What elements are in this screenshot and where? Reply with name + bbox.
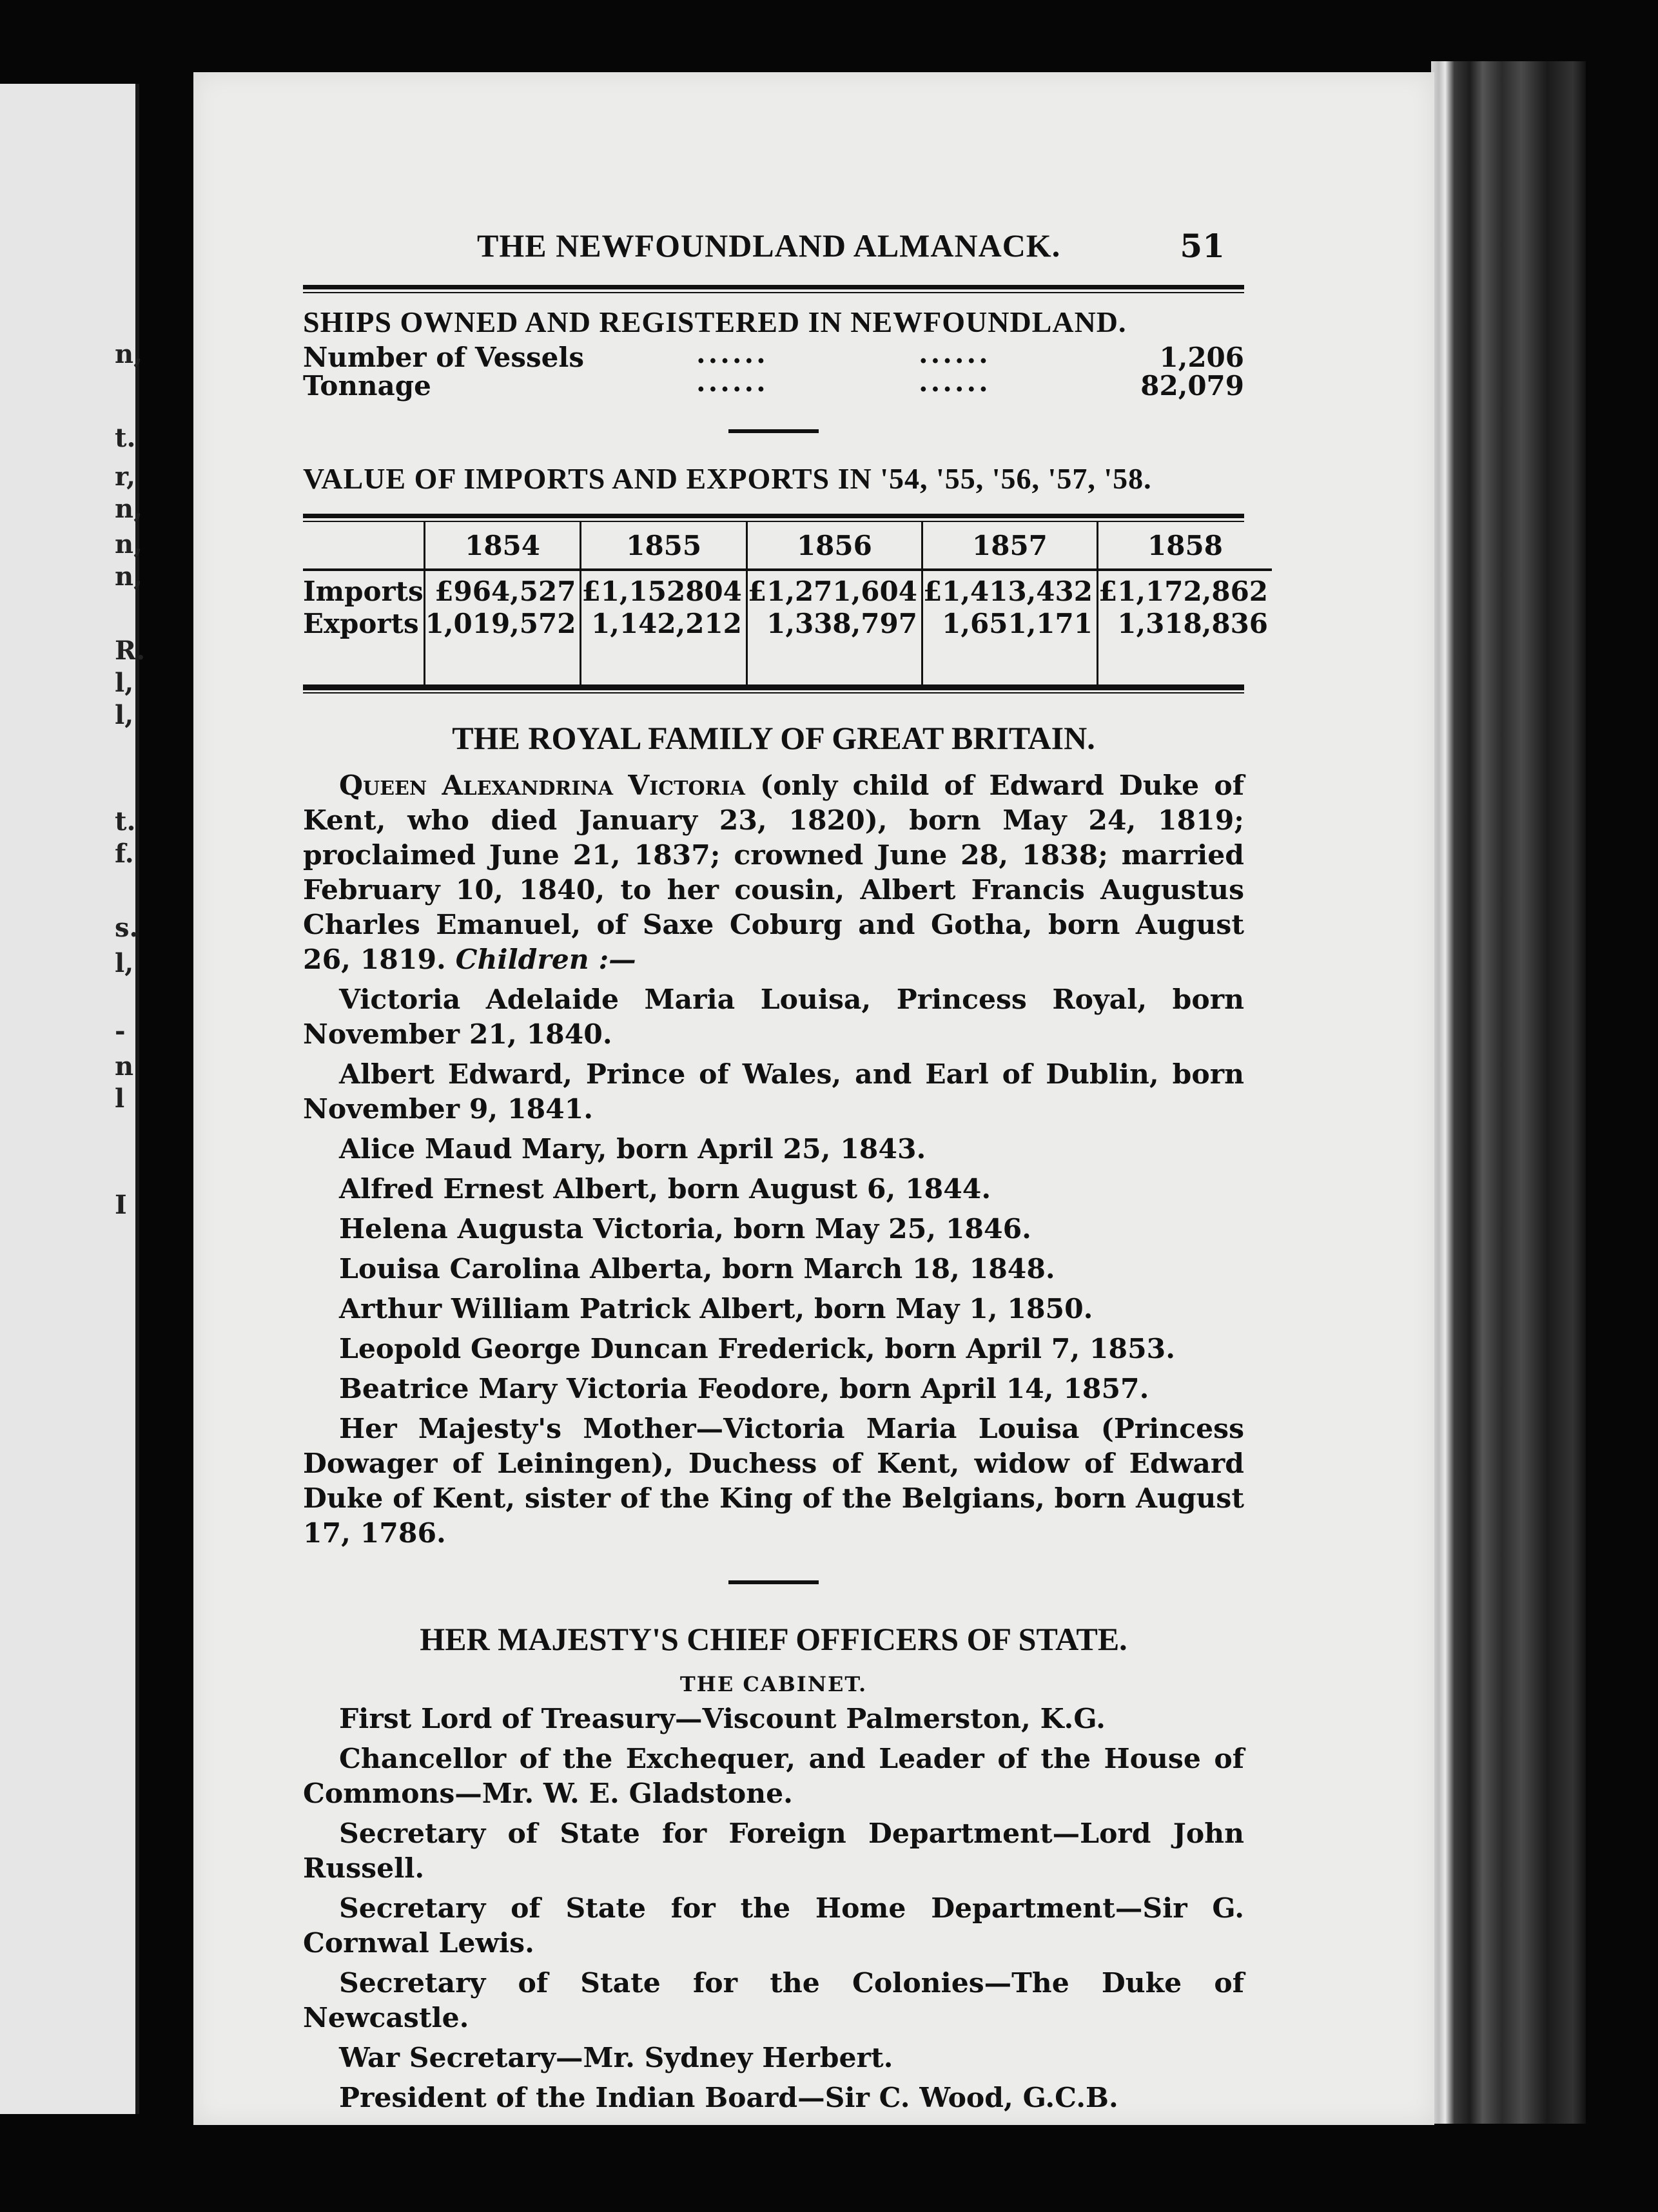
children-label: Children :— (455, 944, 636, 976)
section-divider (728, 429, 819, 433)
officer-entry: Secretary of State for the Home Department—Sir G. Cornwal Lewis. (303, 1892, 1244, 1959)
officer-entry: President of the Indian Board—Sir C. Wood, G.C.B. (339, 2082, 1118, 2114)
page-content (303, 227, 1269, 2115)
ships-row-label: Number of Vessels (303, 342, 584, 373)
facing-page-edge (0, 84, 146, 2114)
year-header: 1856 (746, 522, 922, 570)
ships-row-value: 82,079 (1140, 370, 1244, 402)
table-bottom-hairline (303, 692, 1244, 694)
child-entry: Victoria Adelaide Maria Louisa, Princess Royal, born November 21, 1840. (303, 984, 1244, 1051)
page-number: 51 (1180, 227, 1225, 265)
facing-page-fragment: l, (115, 948, 134, 978)
almanack-page (193, 72, 1434, 2125)
facing-page-fragment: R. (115, 635, 146, 666)
cabinet-subtitle: THE CABINET. (679, 1672, 868, 1696)
officer-entry: First Lord of Treasury—Viscount Palmerston, K.G. (339, 1703, 1106, 1735)
trade-row (303, 607, 1272, 639)
ships-row (303, 366, 1244, 402)
trade-row-label: Imports (303, 576, 424, 607)
trade-spacer-row (303, 639, 1272, 684)
facing-page-fragment: t. (115, 423, 136, 453)
child-entry: Alfred Ernest Albert, born August 6, 1844. (339, 1173, 991, 1205)
facing-page-fragment: - (115, 1016, 126, 1046)
running-head (303, 227, 1244, 285)
trade-corner (303, 522, 424, 570)
facing-page-fragment: r, (115, 461, 136, 492)
child-entry: Helena Augusta Victoria, born May 25, 1846. (339, 1213, 1031, 1245)
facing-page-fragment: t. (115, 806, 136, 837)
facing-page-fragment: n, (115, 561, 143, 592)
ships-row-label: Tonnage (303, 370, 431, 402)
leader-dots: ...... (919, 366, 991, 398)
facing-page-fragment: l, (115, 668, 134, 698)
table-bottom-rule (303, 684, 1244, 690)
queen-text: (only child of Edward Duke of Kent, who died January 23, 1820), born May 24, 1819; proclaimed June 21, 1837; crowned June 28, 1838; married February 10, 1840, to her cousin, Albert Francis Augustus Charles Emanuel, of Saxe Coburg and Gotha, born August 26, 1819. (303, 770, 1244, 976)
royal-family-title: THE ROYAL FAMILY OF GREAT BRITAIN. (452, 720, 1095, 756)
child-entry: Beatrice Mary Victoria Feodore, born April 14, 1857. (339, 1373, 1149, 1405)
trade-row (303, 570, 1272, 607)
facing-page-fragment: s. (115, 913, 139, 943)
table-top-rule (303, 514, 1244, 522)
section-divider (728, 1580, 819, 1584)
trade-cell: £1,152804 (581, 570, 746, 607)
queen-name: Queen Alexandrina Victoria (339, 770, 745, 802)
header-rule (303, 285, 1244, 293)
officer-entry: Secretary of State for the Colonies—The Duke of Newcastle. (303, 1967, 1244, 2034)
trade-cell: £1,172,862 (1097, 570, 1272, 607)
leader-dots: ...... (696, 338, 768, 369)
leader-dots: ...... (696, 366, 768, 398)
ships-table (303, 338, 1244, 402)
facing-page-fragment: f. (115, 839, 134, 869)
child-entry: Louisa Carolina Alberta, born March 18, 1848. (339, 1253, 1055, 1285)
trade-cell: 1,142,212 (581, 607, 746, 639)
child-entry: Leopold George Duncan Frederick, born April 7, 1853. (339, 1333, 1176, 1365)
officer-entry: Chancellor of the Exchequer, and Leader of the House of Commons—Mr. W. E. Gladstone. (303, 1743, 1244, 1810)
trade-header-row (303, 522, 1272, 570)
year-header: 1855 (581, 522, 746, 570)
ships-row (303, 338, 1244, 373)
running-title: THE NEWFOUNDLAND ALMANACK. (477, 228, 1061, 264)
mother-entry: Her Majesty's Mother—Victoria Maria Louisa (Princess Dowager of Leiningen), Duchess of Kent, widow of Edward Duke of Kent, sister of the King of the Belgians, born August 17, 1786. (303, 1413, 1244, 1549)
year-header: 1857 (922, 522, 1097, 570)
trade-cell: £964,527 (424, 570, 581, 607)
facing-page-fragment: n, (115, 339, 143, 369)
trade-cell: 1,318,836 (1097, 607, 1272, 639)
child-entry: Arthur William Patrick Albert, born May 1, 1850. (339, 1293, 1093, 1325)
officer-entry: Secretary of State for Foreign Department—Lord John Russell. (303, 1818, 1244, 1885)
trade-title: VALUE OF IMPORTS AND EXPORTS IN '54, '55, '56, '57, '58. (303, 462, 1152, 495)
child-entry: Alice Maud Mary, born April 25, 1843. (339, 1133, 926, 1165)
book-spine (1431, 61, 1586, 2124)
facing-page-fragment: n (115, 1051, 134, 1082)
facing-page-fragment: l (115, 1083, 125, 1114)
child-entry: Albert Edward, Prince of Wales, and Earl of Dublin, born November 9, 1841. (303, 1058, 1244, 1125)
year-header: 1858 (1097, 522, 1272, 570)
trade-cell: £1,413,432 (922, 570, 1097, 607)
trade-cell: 1,338,797 (746, 607, 922, 639)
facing-page-fragment: l, (115, 700, 134, 730)
ships-title: SHIPS OWNED AND REGISTERED IN NEWFOUNDLAND. (303, 306, 1127, 338)
facing-page-fragment: n, (115, 494, 143, 524)
leader-dots: ...... (919, 338, 991, 369)
trade-cell: £1,271,604 (746, 570, 922, 607)
facing-page-fragment: n, (115, 529, 143, 559)
officer-entry: War Secretary—Mr. Sydney Herbert. (339, 2042, 893, 2074)
ships-row-value: 1,206 (1159, 342, 1244, 373)
trade-cell: 1,019,572 (424, 607, 581, 639)
trade-row-label: Exports (303, 607, 419, 639)
trade-table (303, 522, 1272, 684)
queen-paragraph (303, 768, 1244, 977)
year-header: 1854 (424, 522, 581, 570)
facing-page-fragment: I (115, 1190, 127, 1220)
trade-cell: 1,651,171 (922, 607, 1097, 639)
officers-title: HER MAJESTY'S CHIEF OFFICERS OF STATE. (420, 1621, 1127, 1657)
